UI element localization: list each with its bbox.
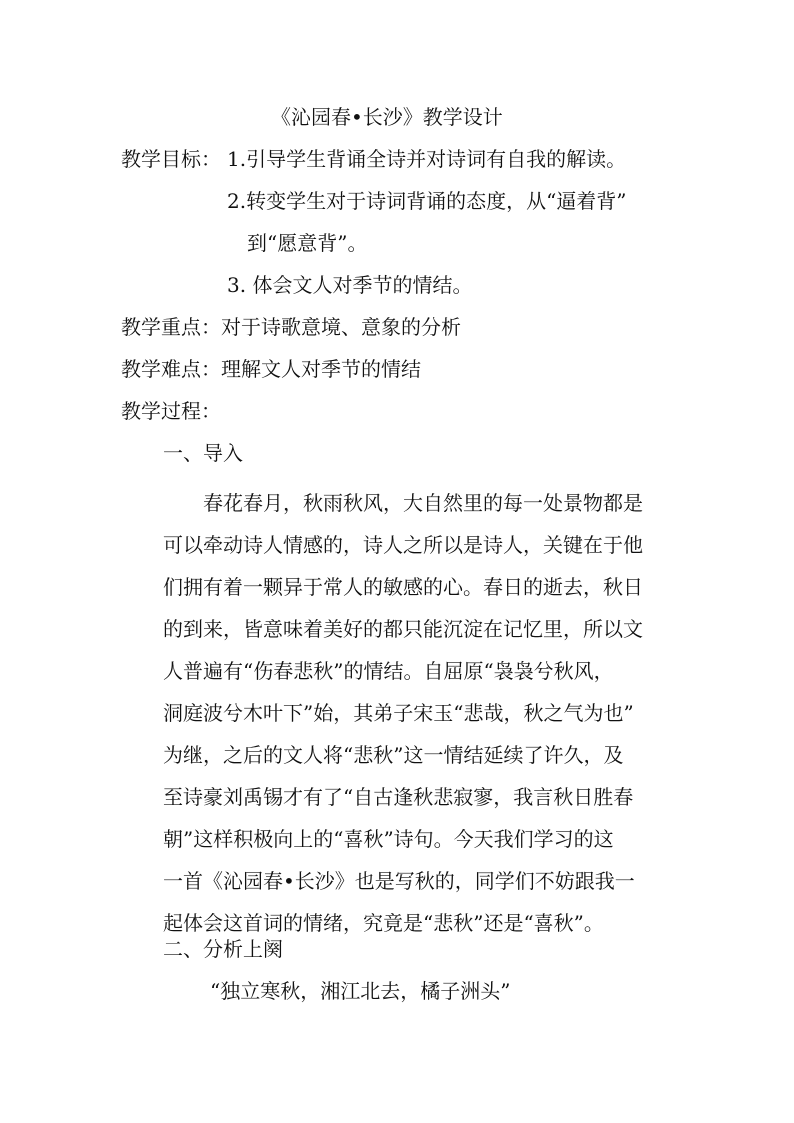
process-label: 教学过程： bbox=[121, 399, 221, 423]
paragraph-line: 春花春月，秋雨秋风，大自然里的每一处景物都是 bbox=[203, 491, 643, 515]
document-title: 《沁园春•长沙》教学设计 bbox=[271, 105, 503, 129]
poem-quote: “独立寒秋，湘江北去，橘子洲头” bbox=[210, 979, 511, 1003]
objectives-label: 教学目标： bbox=[121, 147, 221, 171]
objective-item-1: 1.引导学生背诵全诗并对诗词有自我的解读。 bbox=[227, 147, 627, 171]
objective-item-2: 2.转变学生对于诗词背诵的态度，从“逼着背” bbox=[227, 189, 627, 213]
paragraph-line: 可以牵动诗人情感的，诗人之所以是诗人，关键在于他 bbox=[163, 533, 643, 557]
intro-paragraph bbox=[163, 482, 683, 944]
section-heading-analysis: 二、分析上阕 bbox=[163, 937, 283, 961]
paragraph-line: 一首《沁园春•长沙》也是写秋的，同学们不妨跟我一 bbox=[163, 869, 635, 893]
paragraph-line: 起体会这首词的情绪，究竟是“悲秋”还是“喜秋”。 bbox=[163, 911, 604, 935]
objective-item-2-continued: 到“愿意背”。 bbox=[247, 231, 368, 255]
paragraph-line: 为继，之后的文人将“悲秋”这一情结延续了许久，及 bbox=[163, 743, 624, 767]
paragraph-line: 人普遍有“伤春悲秋”的情结。自屈原“袅袅兮秋风， bbox=[163, 659, 614, 683]
paragraph-line: 的到来，皆意味着美好的都只能沉淀在记忆里，所以文 bbox=[163, 617, 643, 641]
paragraph-line: 们拥有着一颗异于常人的敏感的心。春日的逝去，秋日 bbox=[163, 575, 643, 599]
paragraph-line: 至诗豪刘禹锡才有了“自古逢秋悲寂寥，我言秋日胜春 bbox=[163, 785, 634, 809]
objective-item-3: 3. 体会文人对季节的情结。 bbox=[227, 273, 473, 297]
paragraph-line: 洞庭波兮木叶下”始，其弟子宋玉“悲哉，秋之气为也” bbox=[163, 701, 634, 725]
difficulty-point: 教学难点：理解文人对季节的情结 bbox=[121, 357, 421, 381]
key-point: 教学重点：对于诗歌意境、意象的分析 bbox=[121, 315, 461, 339]
section-heading-intro: 一、导入 bbox=[163, 441, 243, 465]
paragraph-line: 朝”这样积极向上的“喜秋”诗句。今天我们学习的这 bbox=[163, 827, 614, 851]
